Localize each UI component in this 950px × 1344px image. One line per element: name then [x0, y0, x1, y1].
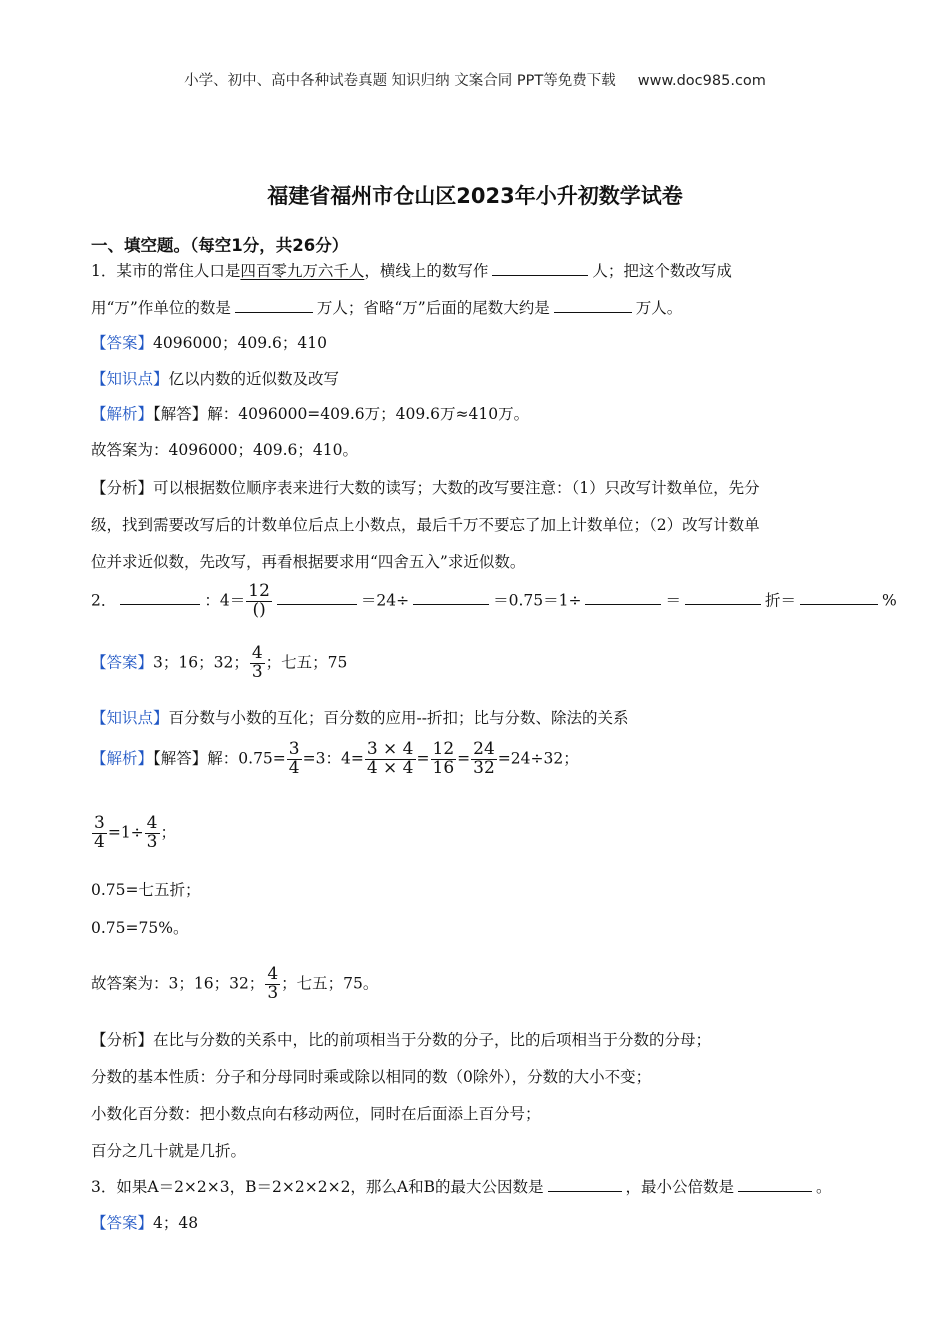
q1-solution	[91, 402, 529, 424]
q1-answer-text: 4096000；409.6；410	[153, 334, 328, 352]
q1-blank-1[interactable]	[492, 274, 588, 276]
answer-tag: 【答案】	[91, 653, 154, 672]
q2-blank-4[interactable]	[585, 603, 661, 605]
fraction-denominator: 3	[251, 661, 263, 682]
q2-text-percent: %	[882, 591, 897, 610]
q2-answer-b: ；七五；75	[265, 653, 348, 672]
q3-blank-1[interactable]	[548, 1190, 622, 1192]
q2-answer-fraction	[250, 645, 265, 682]
q3-answer-text: 4；48	[153, 1214, 199, 1232]
fraction-numerator: 24	[473, 739, 495, 759]
q2-line2-mid: =1÷	[107, 823, 144, 842]
equals-sign: =	[416, 749, 430, 768]
fraction-numerator: 3 × 4	[366, 739, 414, 759]
q2-answer	[91, 645, 347, 682]
answer-tag: 【答案】	[91, 334, 154, 352]
q1-knowledge-text: 亿以内数的近似数及改写	[168, 370, 340, 388]
q3-text-a: 如果A＝2×2×3，B＝2×2×2×2，那么A和B的最大公因数是	[116, 1178, 544, 1196]
q1-fenxi-2: 级，找到需要改写后的计数单位后点上小数点，最后千万不要忘了加上计数单位；（2）改写计数单	[91, 516, 760, 534]
page-header	[0, 69, 950, 90]
q1-text-f: 万人。	[635, 299, 683, 317]
q2-solution-fraction-3	[431, 741, 457, 778]
q1-text-b: ，横线上的数写作	[364, 262, 489, 280]
q2-blank-5[interactable]	[685, 603, 761, 605]
q2-text-eq24: ＝24÷	[360, 591, 410, 610]
q3-text-c: 。	[816, 1178, 832, 1196]
solution-tag: 【解答】	[153, 405, 208, 423]
q2-final-a: 故答案为：3；16；32；	[91, 974, 265, 993]
q2-knowledge-text: 百分数与小数的互化；百分数的应用--折扣；比与分数、除法的关系	[168, 709, 629, 727]
q1-blank-2[interactable]	[235, 311, 313, 313]
q2-line2-fraction-2	[145, 815, 160, 852]
q2-solution-fraction-4	[471, 741, 497, 778]
q2-solution-1	[91, 741, 579, 778]
q1-text-a: 某市的常住人口是	[116, 262, 241, 280]
fraction-numerator: 4	[146, 813, 158, 833]
q2-text-eq075: ＝0.75＝1÷	[493, 591, 582, 610]
fraction-denominator: 16	[432, 757, 455, 778]
fraction-numerator: 3	[94, 813, 105, 833]
q1-solution-text: 解：4096000=409.6万；409.6万≈410万。	[207, 405, 530, 423]
fraction-denominator: 4	[94, 831, 105, 852]
q2-solution-2	[91, 815, 176, 852]
answer-tag: 【答案】	[91, 1214, 154, 1232]
analysis-tag: 【解析】	[91, 749, 154, 768]
fraction-numerator: 3	[288, 739, 300, 759]
q2-fenxi-4: 百分之几十就是几折。	[91, 1142, 247, 1160]
q3-number: 3．	[91, 1178, 117, 1196]
fenxi-tag: 【分析】	[91, 1031, 154, 1049]
fraction-numerator: 12	[432, 739, 455, 759]
q2-solution-fraction-2	[365, 741, 416, 778]
q2-final-fraction	[265, 966, 280, 1003]
q2-blank-1[interactable]	[120, 603, 200, 605]
q1-final: 故答案为：4096000；409.6；410。	[91, 441, 358, 459]
q1-line1	[91, 259, 732, 281]
q2-fenxi-1	[91, 1028, 711, 1050]
page-title: 福建省福州市仓山区2023年小升初数学试卷	[267, 184, 683, 208]
knowledge-tag: 【知识点】	[91, 370, 169, 388]
q2-knowledge	[91, 706, 629, 728]
q2-blank-2[interactable]	[277, 603, 357, 605]
q1-knowledge	[91, 367, 339, 389]
solution-tag: 【解答】	[153, 749, 208, 768]
q2-fraction	[246, 583, 272, 620]
q1-fenxi-3: 位并求近似数，先改写，再看根据要求用“四舍五入”求近似数。	[91, 553, 526, 571]
q1-fenxi-text-1: 可以根据数位顺序表来进行大数的读写；大数的改写要注意：（1）只改写计数单位，先分	[153, 479, 760, 497]
q1-text-c: 人；把这个数改写成	[592, 262, 732, 280]
q2-blank-6[interactable]	[800, 603, 878, 605]
fenxi-tag: 【分析】	[91, 479, 154, 497]
q1-text-d: 用“万”作单位的数是	[91, 299, 231, 317]
analysis-tag: 【解析】	[91, 405, 154, 423]
q3-text-b: ，最小公倍数是	[625, 1178, 735, 1196]
q2-solution-c: =24÷32；	[497, 749, 579, 768]
q2-line2-end: ；	[160, 823, 177, 842]
q2-line2-fraction-1	[92, 815, 107, 852]
q2-text-eq: ＝	[665, 591, 681, 610]
q2-blank-3[interactable]	[413, 603, 489, 605]
q1-blank-3[interactable]	[554, 311, 632, 313]
q2-fenxi-text-1: 在比与分数的关系中，比的前项相当于分数的分子，比的后项相当于分数的分母；	[153, 1031, 712, 1049]
q3-blank-2[interactable]	[738, 1190, 812, 1192]
q3-line	[91, 1175, 832, 1197]
q2-final	[91, 966, 378, 1003]
fraction-denominator: 32	[473, 757, 495, 778]
q2-fenxi-3: 小数化百分数：把小数点向右移动两位，同时在后面添上百分号；	[91, 1105, 541, 1123]
q3-answer	[91, 1211, 198, 1233]
fraction-denominator: 4	[288, 757, 300, 778]
equals-sign: =	[457, 749, 471, 768]
q2-answer-a: 3；16；32；	[153, 653, 249, 672]
q2-fenxi-2: 分数的基本性质：分子和分母同时乘或除以相同的数（0除外），分数的大小不变；	[91, 1068, 652, 1086]
section-heading: 一、填空题。（每空1分，共26分）	[91, 236, 349, 255]
q1-fenxi-1	[91, 476, 760, 498]
q2-text-colon: ：4＝	[204, 591, 246, 610]
q1-answer	[91, 331, 327, 353]
q1-underlined-number: 四百零九万六千人	[240, 262, 365, 280]
q2-final-b: ；七五；75。	[281, 974, 379, 993]
fraction-denominator: 3	[267, 982, 279, 1003]
q1-text-e: 万人；省略“万”后面的尾数大约是	[316, 299, 550, 317]
q2-solution-3: 0.75=七五折；	[91, 881, 201, 899]
header-text: 小学、初中、高中各种试卷真题 知识归纳 文案合同 PPT等免费下载	[184, 73, 616, 89]
q1-number: 1．	[91, 262, 117, 280]
fraction-numerator: 4	[267, 964, 279, 984]
q2-solution-4: 0.75=75%。	[91, 919, 189, 937]
q2-solution-a: 解：0.75=	[207, 749, 286, 768]
q2-solution-b: =3：4=	[302, 749, 364, 768]
fraction-numerator: 4	[251, 643, 263, 663]
q2-solution-fraction-1	[287, 741, 302, 778]
fraction-denominator: 4 × 4	[366, 757, 414, 778]
q2-line	[91, 583, 897, 620]
knowledge-tag: 【知识点】	[91, 709, 169, 727]
q2-text-zhe: 折＝	[765, 591, 797, 610]
fraction-denominator: 3	[146, 831, 158, 852]
q1-line2	[91, 296, 682, 318]
header-url[interactable]: www.doc985.com	[637, 73, 766, 89]
q2-fraction-denominator: ()	[252, 599, 266, 620]
q2-fraction-numerator: 12	[248, 581, 270, 601]
q2-number: 2．	[91, 591, 117, 610]
